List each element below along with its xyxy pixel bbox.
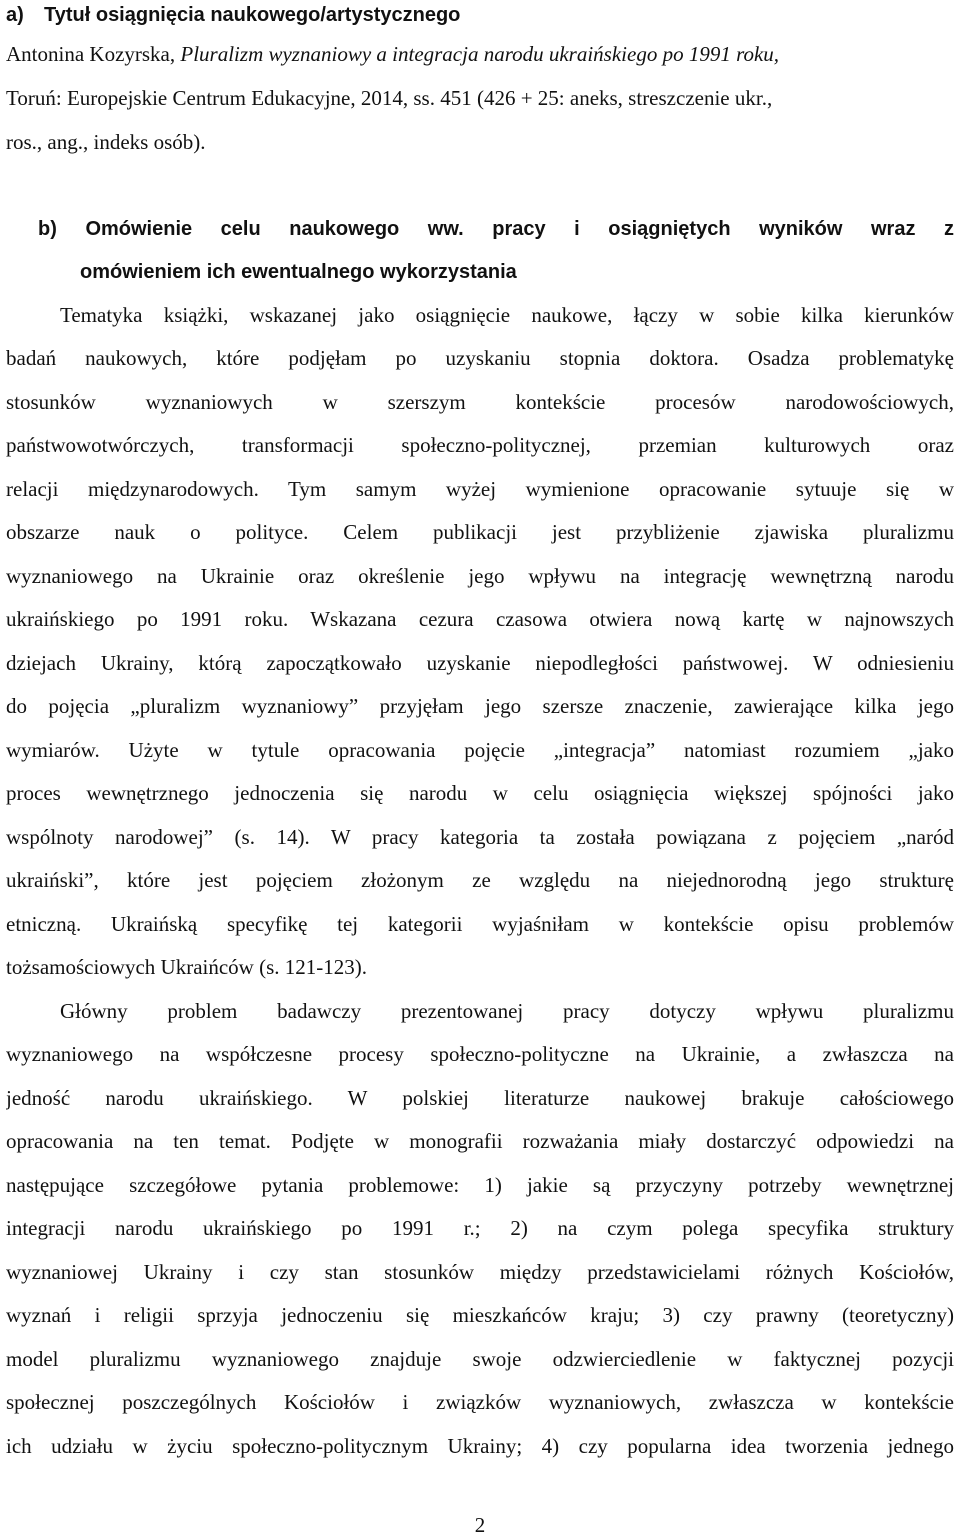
body-line: dziejach Ukrainy, którą zapoczątkowało uzyskanie niepodległości państwowej. W odniesieniu <box>6 651 954 675</box>
body-line: wyznaniowej Ukrainy i czy stan stosunków między przedstawicielami różnych Kościołów, <box>6 1260 954 1284</box>
body-line: wspólnoty narodowej” (s. 14). W pracy kategoria ta została powiązana z pojęciem „naród <box>6 825 954 849</box>
section-b-heading <box>38 214 954 244</box>
body-line: jedność narodu ukraińskiego. W polskiej literaturze naukowej brakuje całościowego <box>6 1086 954 1110</box>
body-line: stosunków wyznaniowych w szerszym kontekście procesów narodowościowych, <box>6 390 954 414</box>
body-line: relacji międzynarodowych. Tym samym wyżej wymienione opracowanie sytuuje się w <box>6 477 954 501</box>
section-a-marker: a) <box>6 4 24 26</box>
section-b-heading-line2: omówieniem ich ewentualnego wykorzystania <box>80 261 517 283</box>
body-line: tożsamościowych Ukraińców (s. 121-123). <box>6 955 367 979</box>
body-line: ukraińskiego po 1991 roku. Wskazana cezura czasowa otwiera nową kartę w najnowszych <box>6 607 954 631</box>
body-line: następujące szczegółowe pytania problemowe: 1) jakie są przyczyny potrzeby wewnętrznej <box>6 1173 954 1197</box>
body-line: badań naukowych, które podjęłam po uzyskaniu stopnia doktora. Osadza problematykę <box>6 346 954 370</box>
body-line: wymiarów. Użyte w tytule opracowania pojęcie „integracja” natomiast rozumiem „jako <box>6 738 954 762</box>
body-line: etniczną. Ukraińską specyfikę tej kategorii wyjaśniłam w kontekście opisu problemów <box>6 912 954 936</box>
body-line: ukraiński”, które jest pojęciem złożonym ze względu na niejednorodną jego strukturę <box>6 868 954 892</box>
body-line: obszarze nauk o polityce. Celem publikacji jest przybliżenie zjawiska pluralizmu <box>6 520 954 544</box>
body-line: model pluralizmu wyznaniowego znajduje swoje odzwierciedlenie w faktycznej pozycji <box>6 1347 954 1371</box>
section-a-heading <box>6 0 954 30</box>
body-line: wyznaniowego na współczesne procesy społeczno-polityczne na Ukrainie, a zwłaszcza na <box>6 1042 954 1066</box>
citation-author: Antonina Kozyrska, <box>6 42 181 66</box>
body-line: proces wewnętrznego jednoczenia się narodu w celu osiągnięcia większej spójności jako <box>6 781 954 805</box>
body-line: Główny problem badawczy prezentowanej pracy dotyczy wpływu pluralizmu <box>60 999 954 1023</box>
section-b-heading-text: Omówienie celu naukowego ww. pracy i osiągniętych wyników wraz z <box>85 218 954 240</box>
page-number: 2 <box>474 1513 486 1537</box>
citation-tail: ros., ang., indeks osób). <box>6 130 206 154</box>
body-line: integracji narodu ukraińskiego po 1991 r.; 2) na czym polega specyfika struktury <box>6 1216 954 1240</box>
citation-title: Pluralizm wyznaniowy a integracja narodu ukraińskiego po 1991 roku, <box>180 42 780 66</box>
section-b-heading-line1 <box>38 218 954 240</box>
body-line: opracowania na ten temat. Podjęte w monografii rozważania miały dostarczyć odpowiedzi na <box>6 1129 954 1153</box>
body-line: Tematyka książki, wskazanej jako osiągnięcie naukowe, łączy w sobie kilka kierunków <box>60 303 954 327</box>
body-line: społecznej poszczególnych Kościołów i związków wyznaniowych, zwłaszcza w kontekście <box>6 1390 954 1414</box>
body-line: wyznań i religii sprzyja jednoczeniu się mieszkańców kraju; 3) czy prawny (teoretyczny) <box>6 1303 954 1327</box>
section-b-marker: b) <box>38 218 57 240</box>
body-line: do pojęcia „pluralizm wyznaniowy” przyjęłam jego szersze znaczenie, zawierające kilka jego <box>6 694 954 718</box>
section-a-heading-text: Tytuł osiągnięcia naukowego/artystycznego <box>44 4 461 26</box>
citation-line-1 <box>6 39 954 69</box>
body-line: wyznaniowego na Ukrainie oraz określenie jego wpływu na integrację wewnętrzną narodu <box>6 564 954 588</box>
citation-publisher: Toruń: Europejskie Centrum Edukacyjne, 2014, ss. 451 (426 + 25: aneks, streszczenie ukr., <box>6 86 773 110</box>
body-line: ich udziału w życiu społeczno-politycznym Ukrainy; 4) czy popularna idea tworzenia jednego <box>6 1434 954 1458</box>
body-line: państwowotwórczych, transformacji społeczno-politycznej, przemian kulturowych oraz <box>6 433 954 457</box>
